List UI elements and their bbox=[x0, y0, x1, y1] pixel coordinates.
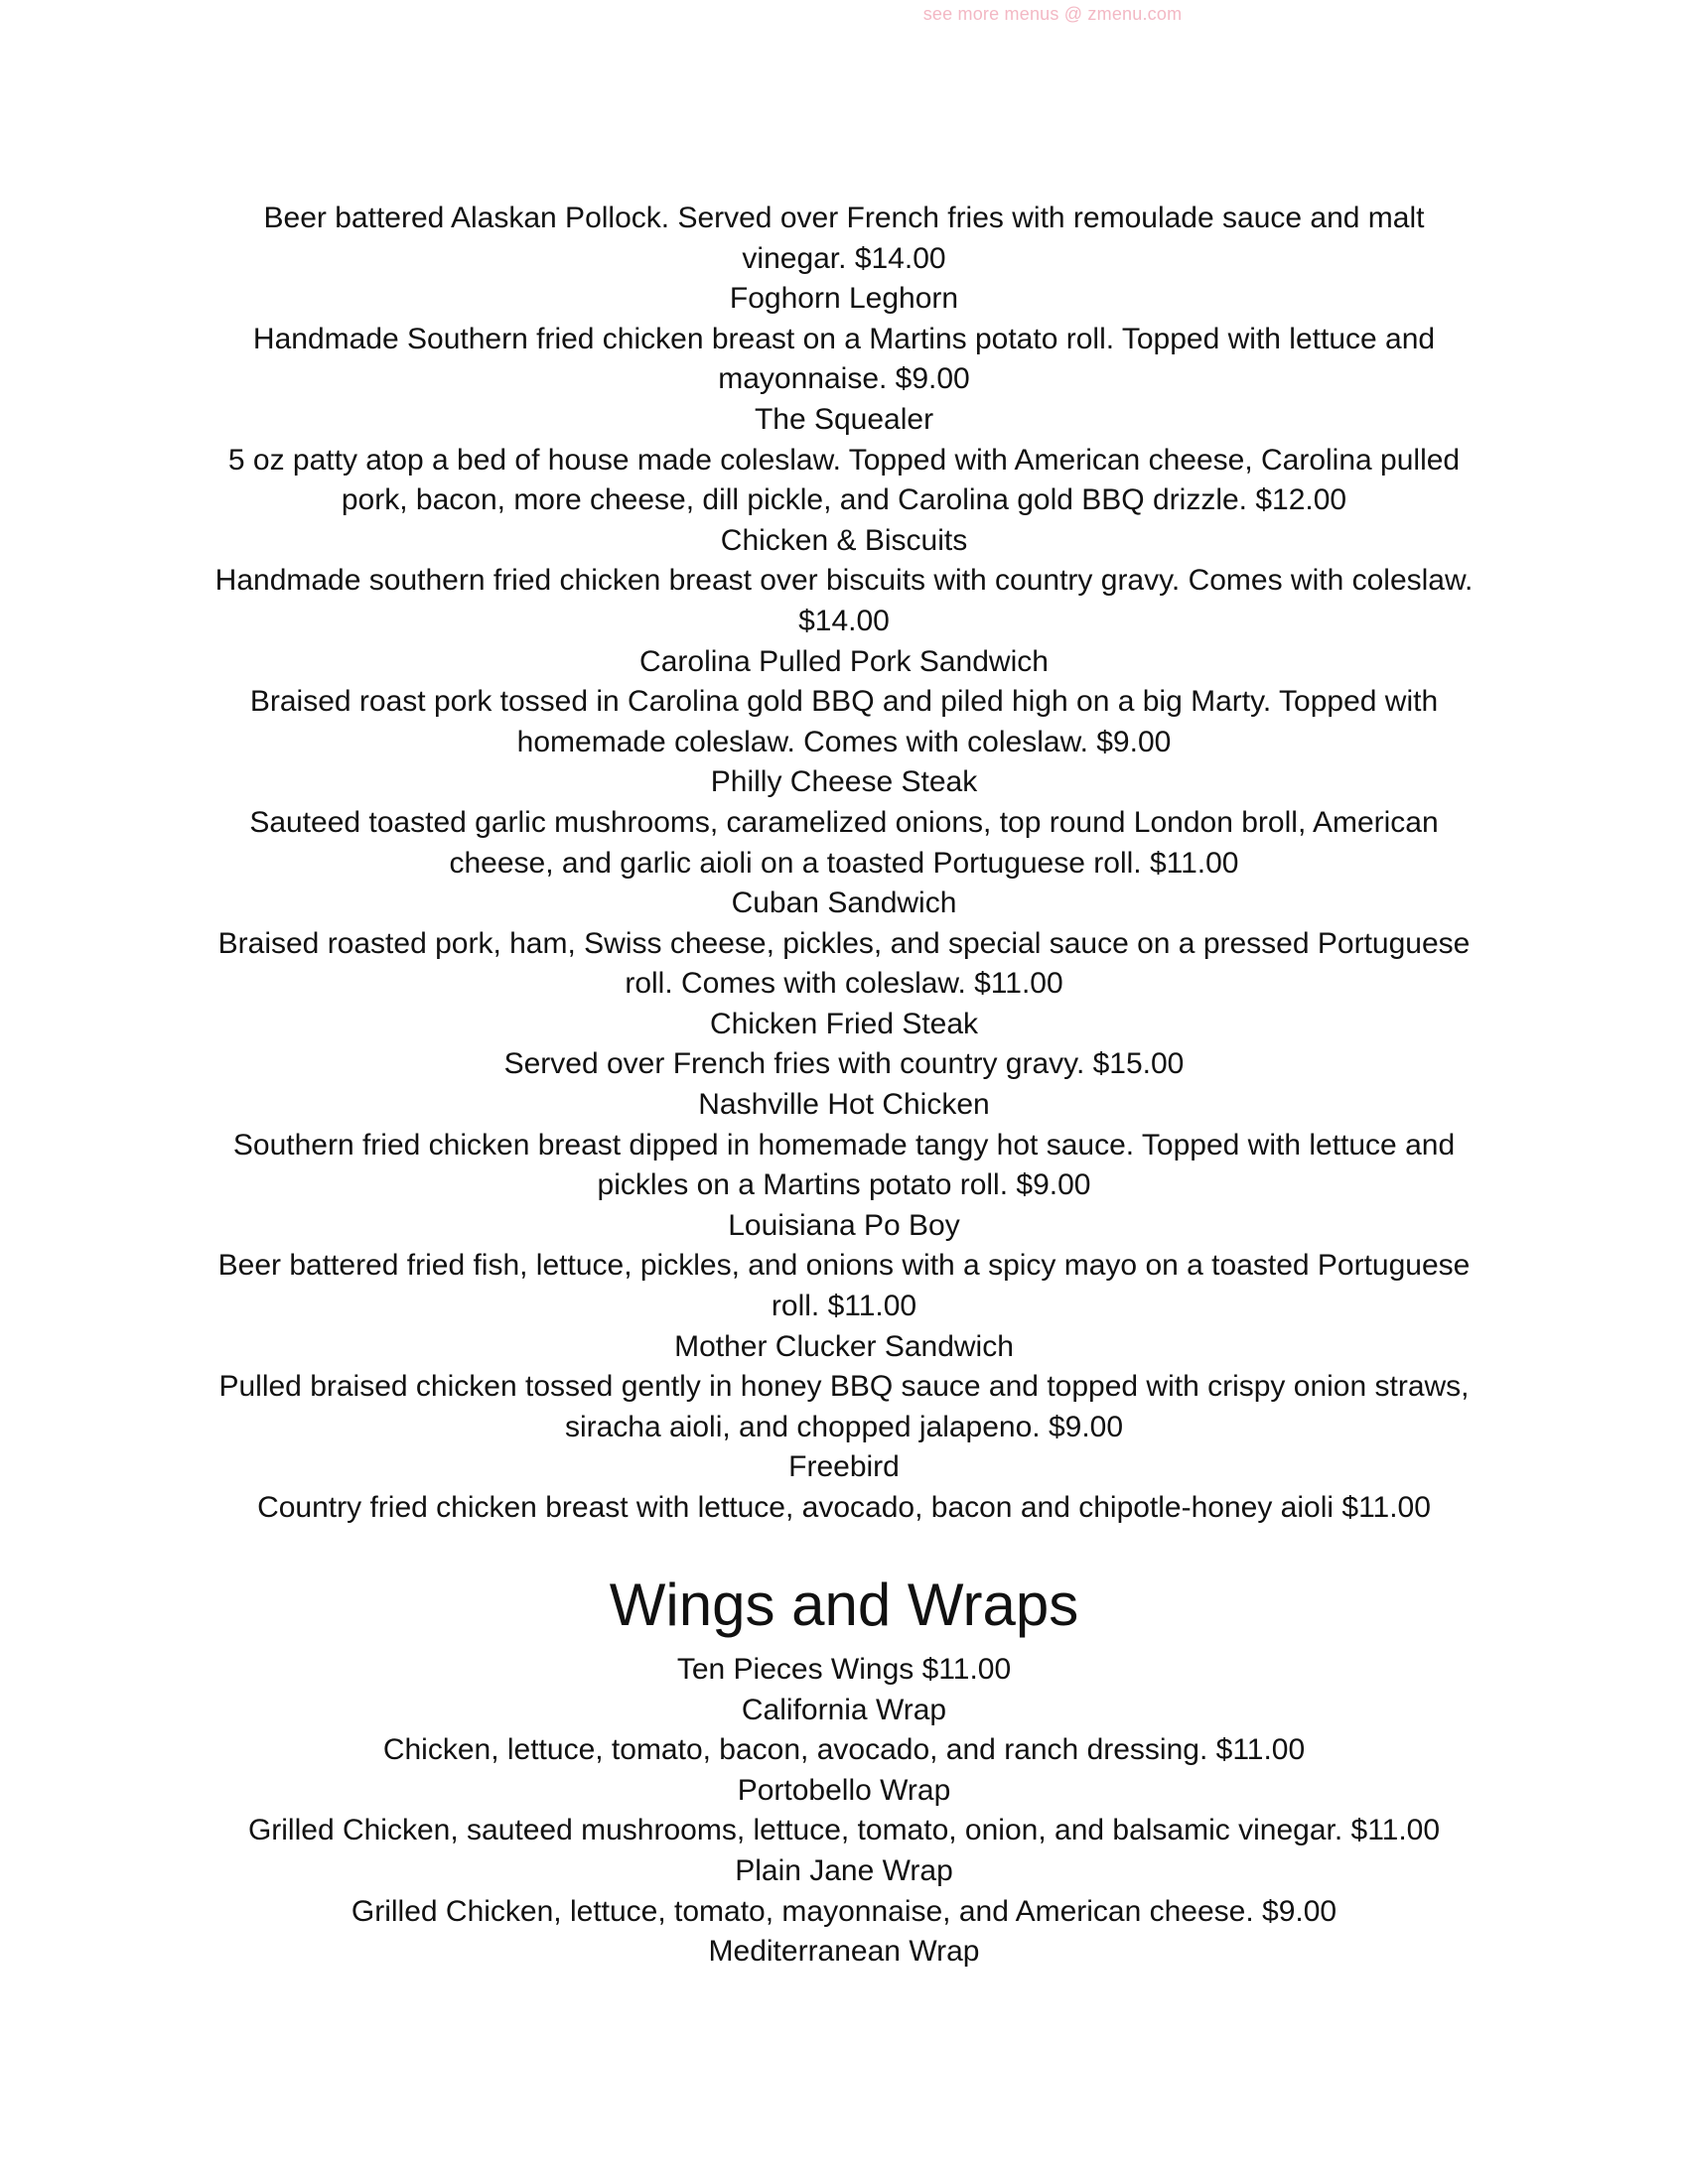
menu-line: 5 oz patty atop a bed of house made coleslaw. Topped with American cheese, Carolina pulled bbox=[227, 443, 1461, 477]
menu-line: Country fried chicken breast with lettuce, avocado, bacon and chipotle-honey aioli $11.00 bbox=[257, 1491, 1431, 1524]
menu-line: roll. $11.00 bbox=[771, 1290, 917, 1323]
menu-line: roll. Comes with coleslaw. $11.00 bbox=[625, 967, 1063, 1001]
menu-line: Chicken, lettuce, tomato, bacon, avocado, and ranch dressing. $11.00 bbox=[382, 1733, 1306, 1767]
item-name: Carolina Pulled Pork Sandwich bbox=[639, 644, 1049, 678]
menu-line: Ten Pieces Wings $11.00 bbox=[676, 1653, 1012, 1686]
menu-line: homemade coleslaw. Comes with coleslaw. $9.00 bbox=[516, 725, 1172, 758]
menu-line: mayonnaise. $9.00 bbox=[718, 362, 970, 396]
menu-line: siracha aioli, and chopped jalapeno. $9.00 bbox=[564, 1410, 1124, 1443]
item-name: Chicken & Biscuits bbox=[720, 523, 968, 557]
item-name: Freebird bbox=[788, 1450, 900, 1484]
menu-line: Grilled Chicken, sauteed mushrooms, lettuce, tomato, onion, and balsamic vinegar. $11.00 bbox=[247, 1814, 1441, 1847]
item-name: Plain Jane Wrap bbox=[735, 1853, 953, 1887]
menu-line: Sauteed toasted garlic mushrooms, caramelized onions, top round London broll, American bbox=[249, 805, 1439, 839]
sandwiches-section bbox=[189, 199, 1499, 1529]
menu-line: Served over French fries with country gravy. $15.00 bbox=[503, 1047, 1185, 1081]
menu-line: pickles on a Martins potato roll. $9.00 bbox=[597, 1168, 1091, 1202]
menu-line: pork, bacon, more cheese, dill pickle, and Carolina gold BBQ drizzle. $12.00 bbox=[341, 483, 1347, 517]
menu-line: Handmade Southern fried chicken breast on a Martins potato roll. Topped with lettuce and bbox=[252, 322, 1436, 355]
wings-and-wraps-section bbox=[189, 1650, 1499, 1973]
item-name: Nashville Hot Chicken bbox=[698, 1088, 990, 1122]
menu-line: Grilled Chicken, lettuce, tomato, mayonnaise, and American cheese. $9.00 bbox=[351, 1894, 1337, 1928]
menu-line: Handmade southern fried chicken breast over biscuits with country gravy. Comes with coleslaw. bbox=[214, 564, 1474, 598]
menu-line: Beer battered fried fish, lettuce, pickles, and onions with a spicy mayo on a toasted Portuguese bbox=[217, 1249, 1471, 1283]
item-name: Philly Cheese Steak bbox=[710, 765, 978, 799]
watermark-text: see more menus @ zmenu.com bbox=[922, 4, 1183, 24]
menu-line: Braised roast pork tossed in Carolina gold BBQ and piled high on a big Marty. Topped with bbox=[249, 685, 1439, 719]
item-name: Chicken Fried Steak bbox=[709, 1007, 979, 1040]
item-name: Mother Clucker Sandwich bbox=[674, 1329, 1014, 1363]
item-name: Louisiana Po Boy bbox=[728, 1208, 960, 1242]
item-name: California Wrap bbox=[741, 1693, 947, 1726]
item-name: Mediterranean Wrap bbox=[708, 1935, 980, 1969]
menu-line: vinegar. $14.00 bbox=[742, 241, 946, 275]
menu-line: Braised roasted pork, ham, Swiss cheese, pickles, and special sauce on a pressed Portuguese bbox=[217, 926, 1471, 960]
menu-line: cheese, and garlic aioli on a toasted Portuguese roll. $11.00 bbox=[449, 846, 1239, 880]
menu-line: Beer battered Alaskan Pollock. Served over French fries with remoulade sauce and malt bbox=[263, 202, 1425, 234]
item-name: Foghorn Leghorn bbox=[729, 282, 959, 316]
menu-line: Southern fried chicken breast dipped in homemade tangy hot sauce. Topped with lettuce and bbox=[232, 1128, 1456, 1161]
menu-line: Pulled braised chicken tossed gently in honey BBQ sauce and topped with crispy onion straws, bbox=[218, 1370, 1470, 1404]
item-name: Portobello Wrap bbox=[737, 1773, 951, 1807]
item-name: The Squealer bbox=[754, 402, 934, 436]
section-heading-wings-and-wraps: Wings and Wraps bbox=[609, 1571, 1079, 1638]
item-name: Cuban Sandwich bbox=[731, 887, 957, 920]
menu-line: $14.00 bbox=[798, 604, 890, 637]
